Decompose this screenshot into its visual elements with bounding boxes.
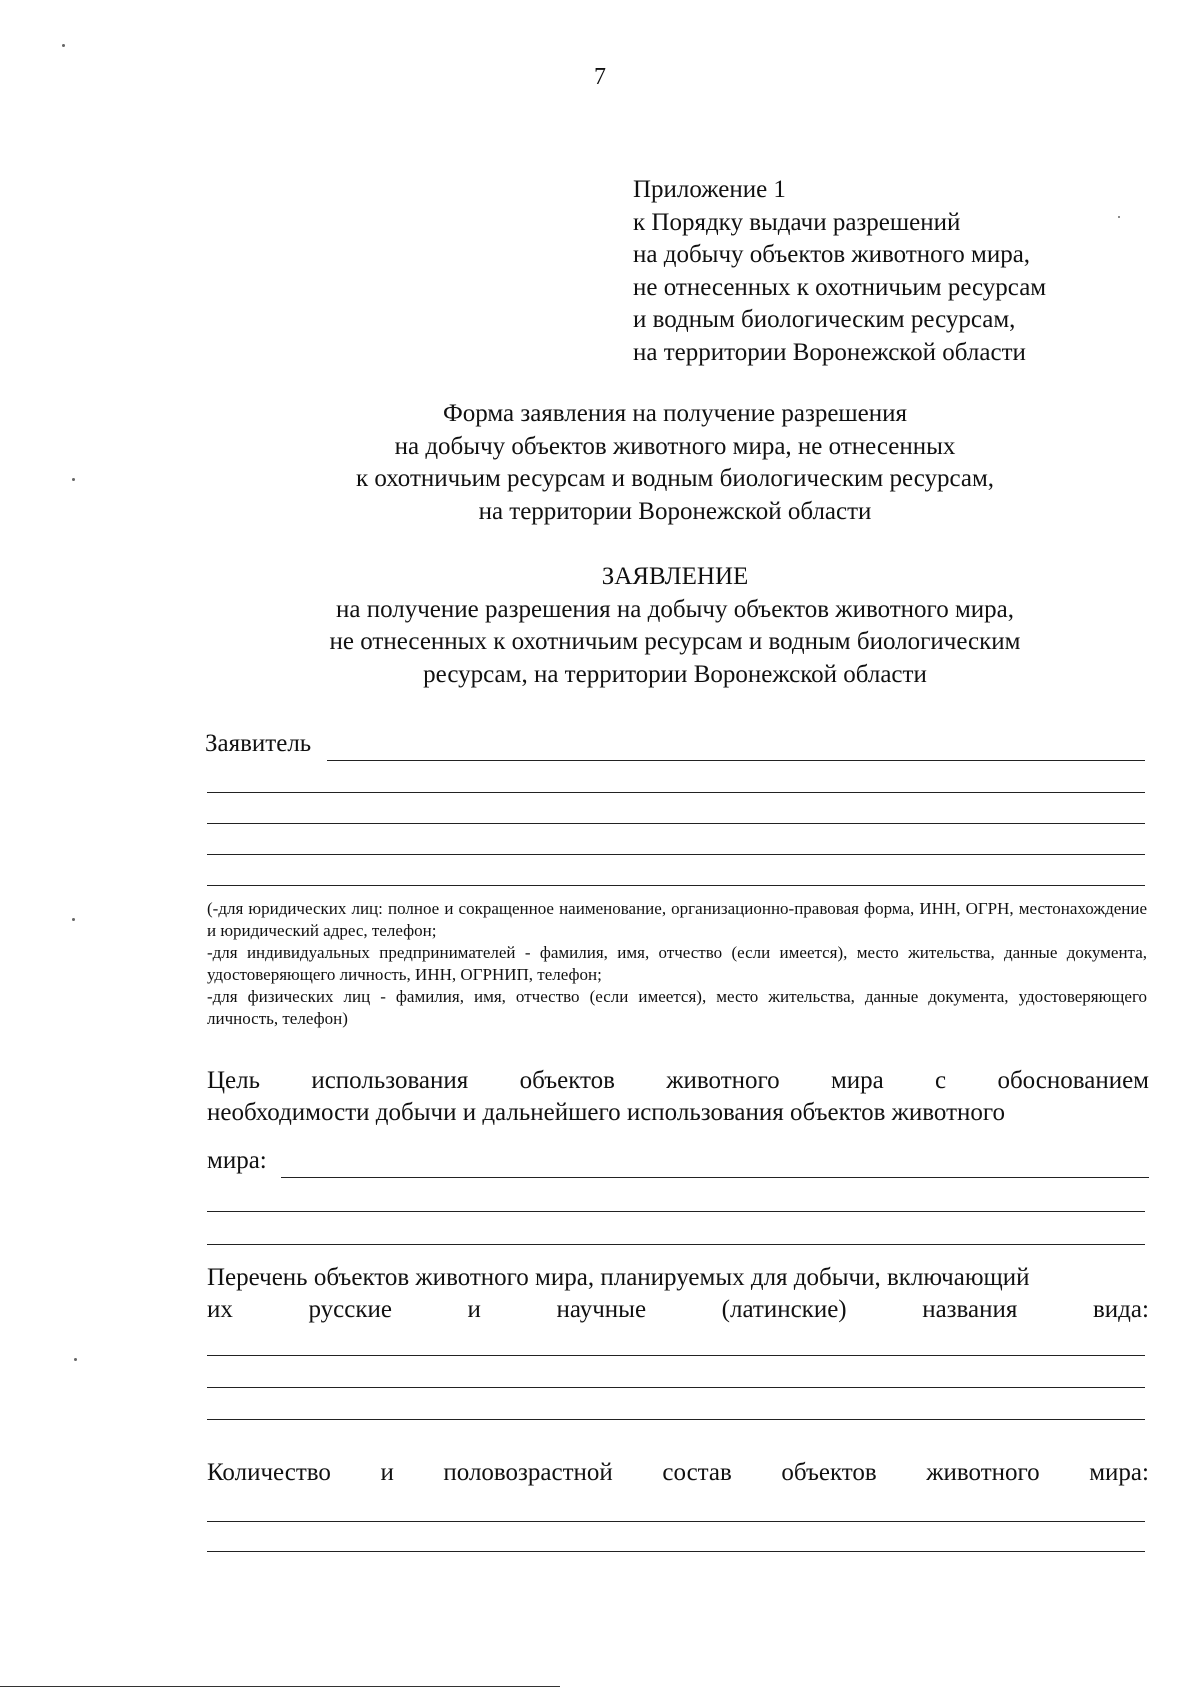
species-section (207, 1262, 1149, 1326)
appendix-line: Приложение 1 (633, 176, 786, 203)
appendix-line: не отнесенных к охотничьим ресурсам (633, 273, 1047, 301)
purpose-fill-line[interactable] (207, 1211, 1145, 1212)
application-subtitle-line: не отнесенных к охотничьим ресурсам и водным биологическим (329, 628, 1021, 655)
species-fill-line[interactable] (207, 1387, 1145, 1388)
species-fill-line[interactable] (207, 1419, 1145, 1420)
appendix-line: и водным биологическим ресурсам, (633, 306, 1016, 333)
species-word: вида: (1092, 1296, 1149, 1323)
purpose-text: необходимости добычи и дальнейшего использования объектов животного (207, 1099, 1006, 1126)
purpose-fill-line[interactable] (207, 1244, 1145, 1245)
scan-speck (74, 1358, 77, 1361)
species-word: научные (556, 1296, 647, 1323)
purpose-word: животного (666, 1067, 780, 1094)
scan-speck (72, 918, 75, 921)
purpose-label: мира: (207, 1147, 267, 1174)
purpose-word: мира (830, 1067, 884, 1094)
appendix-line: на добычу объектов животного мира, (633, 241, 1031, 268)
purpose-word: использования (311, 1067, 469, 1094)
appendix-line: на территории Воронежской области (633, 338, 1026, 366)
quantity-line (207, 1457, 1149, 1489)
applicant-fill-line[interactable] (207, 823, 1145, 824)
species-fill-line[interactable] (207, 1355, 1145, 1356)
purpose-word: с (935, 1067, 947, 1094)
applicant-note-legal-entities: (-для юридических лиц: полное и сокращенное наименование, организационно-правовая форма, ИНН, ОГРН, местонахождение и юридический адрес, телефон; (207, 899, 1147, 940)
applicant-note-individuals: -для физических лиц - фамилия, имя, отчество (если имеется), место жительства, данные документа, удостоверяющего личность, телефон) (207, 987, 1147, 1028)
form-title-line: на территории Воронежской области (478, 497, 872, 525)
application-subtitle-line: на получение разрешения на добычу объектов животного мира, (335, 595, 1014, 623)
quantity-word: состав (662, 1459, 732, 1486)
quantity-word: Количество (207, 1459, 331, 1486)
purpose-section (207, 1065, 1149, 1129)
application-subtitle-line: ресурсам, на территории Воронежской области (423, 660, 927, 688)
quantity-word: мира: (1089, 1459, 1149, 1486)
applicant-fill-line[interactable] (207, 885, 1145, 886)
applicant-label: Заявитель (205, 730, 312, 757)
species-word: и (467, 1296, 481, 1323)
quantity-word: животного (926, 1459, 1040, 1486)
species-word: (латинские) (721, 1296, 847, 1323)
purpose-word: Цель (207, 1067, 261, 1094)
quantity-word: половозрастной (443, 1459, 613, 1486)
scan-edge-line (0, 1686, 560, 1687)
application-heading: ЗАЯВЛЕНИЕ (601, 563, 749, 590)
scan-speck (1118, 216, 1120, 218)
quantity-fill-line[interactable] (207, 1551, 1145, 1552)
applicant-fill-line[interactable] (207, 792, 1145, 793)
species-word: русские (308, 1296, 392, 1323)
quantity-fill-line[interactable] (207, 1521, 1145, 1522)
applicant-field[interactable] (205, 730, 1145, 764)
species-line (207, 1294, 1149, 1326)
quantity-word: объектов (781, 1459, 877, 1486)
quantity-word: и (380, 1459, 394, 1486)
form-title-line: на добычу объектов животного мира, не отнесенных (394, 432, 956, 460)
species-text: Перечень объектов животного мира, планируемых для добычи, включающий (207, 1264, 1030, 1291)
appendix-block (633, 174, 1046, 369)
species-line (207, 1262, 1149, 1294)
species-word: их (207, 1296, 233, 1323)
application-title (0, 561, 1200, 691)
purpose-fill-line[interactable] (281, 1177, 1149, 1178)
species-word: названия (922, 1296, 1018, 1323)
page-number: 7 (594, 64, 606, 90)
form-title (0, 398, 1200, 528)
form-title-line: к охотничьим ресурсам и водным биологическим ресурсам, (355, 465, 995, 492)
applicant-note (207, 898, 1147, 1030)
appendix-line: к Порядку выдачи разрешений (633, 208, 961, 236)
purpose-line (207, 1065, 1149, 1097)
scan-speck (72, 478, 75, 481)
purpose-field[interactable] (207, 1147, 1149, 1181)
purpose-word: объектов (519, 1067, 615, 1094)
scan-speck (62, 44, 65, 47)
form-title-line: Форма заявления на получение разрешения (442, 400, 908, 427)
applicant-fill-line[interactable] (207, 854, 1145, 855)
quantity-section (207, 1457, 1149, 1489)
purpose-word: обоснованием (997, 1067, 1149, 1094)
applicant-fill-line[interactable] (327, 760, 1145, 761)
purpose-line (207, 1097, 1149, 1129)
applicant-note-entrepreneurs: -для индивидуальных предпринимателей - фамилия, имя, отчество (если имеется), место жительства, данные документа, удостоверяющего личность, ИНН, ОГРНИП, телефон; (207, 943, 1147, 984)
